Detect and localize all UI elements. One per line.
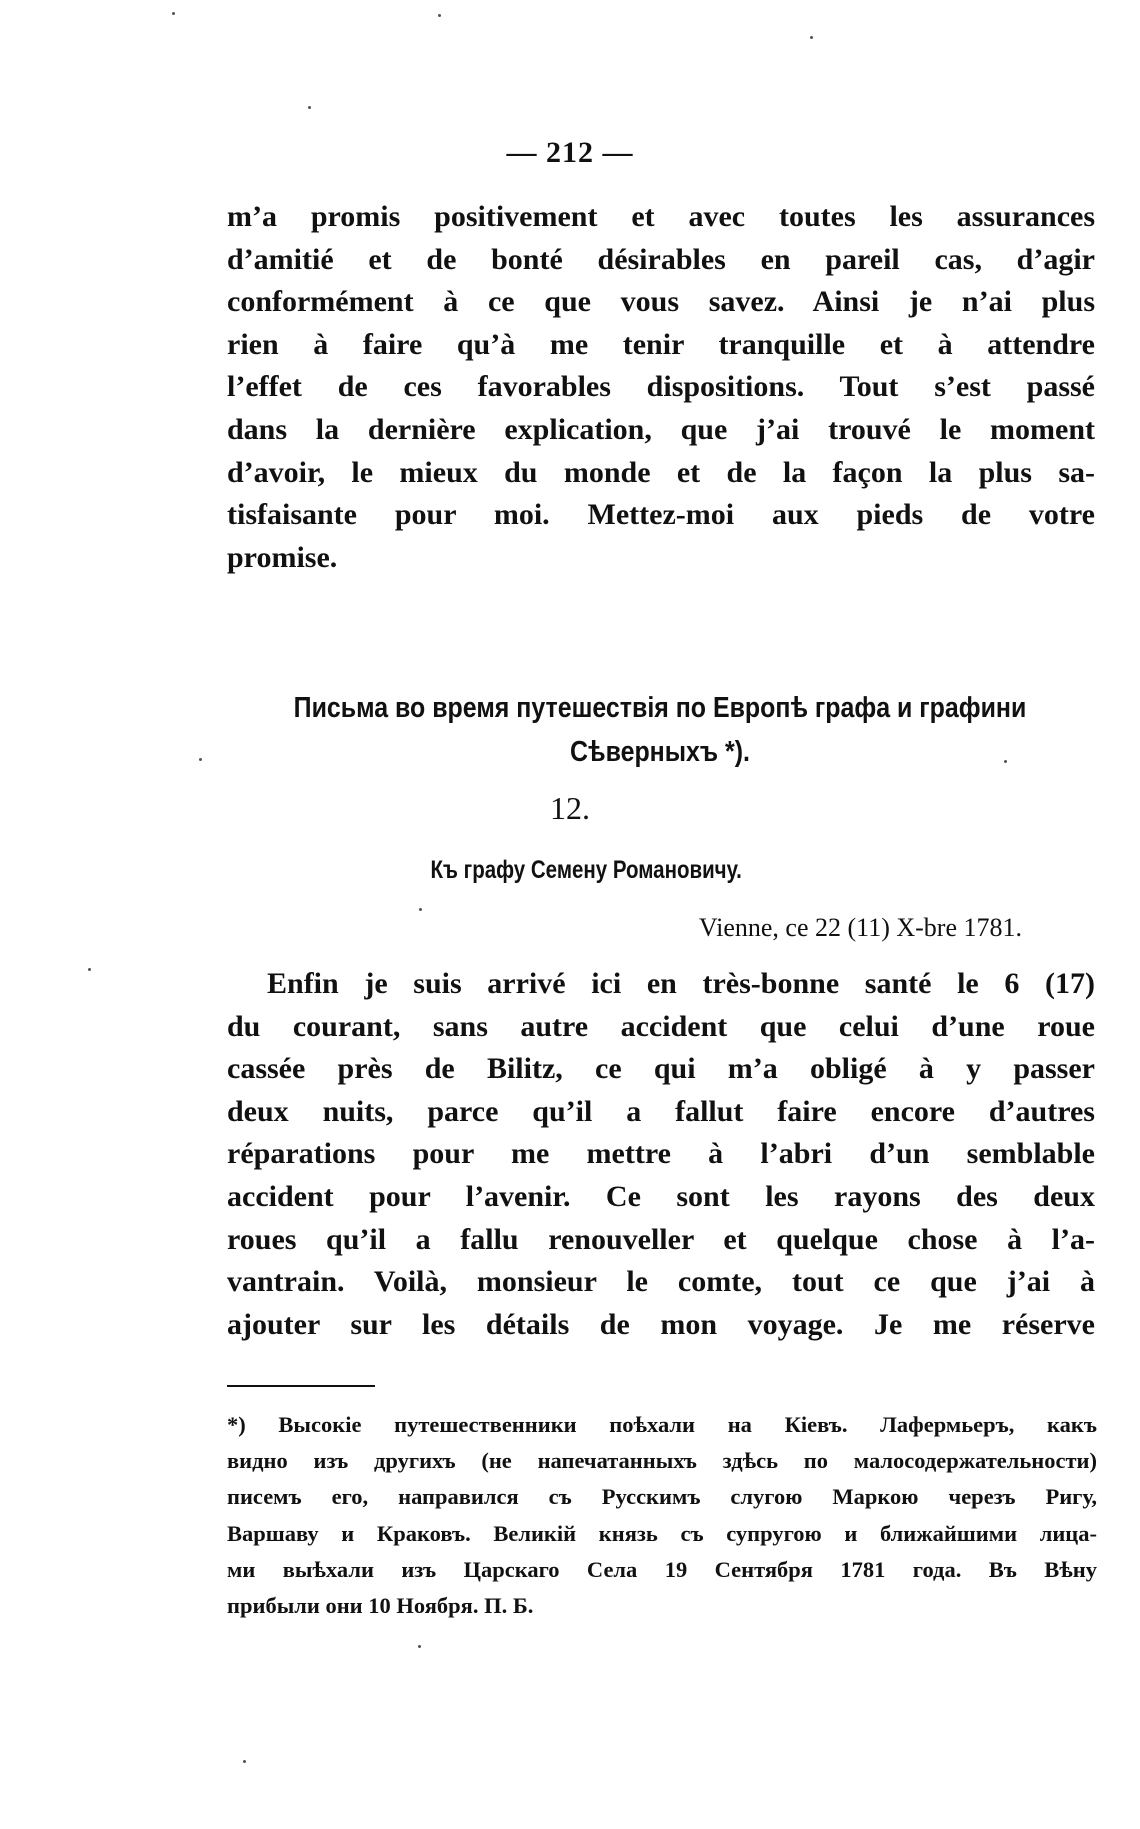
letter-addressee: Къ графу Семену Романовичу. [430,856,742,884]
scan-speck [418,1645,421,1648]
footnote-line: видно изъ другихъ (не напечатанныхъ здѣсь по малосодержательности) [227,1448,1097,1474]
paragraph-continued [227,196,1095,579]
text-line: réparations pour me mettre à l’abri d’un semblable [227,1137,1095,1171]
letter-number: 12. [550,790,590,826]
text-line: l’effet de ces favorables dispositions. Tout s’est passé [227,370,1095,404]
footnote-line: Варшаву и Краковъ. Великій князь съ супругою и ближайшими лица- [227,1520,1097,1546]
scan-speck [810,36,813,39]
scan-speck [1004,760,1007,763]
section-heading [264,686,1055,774]
text-line: roues qu’il a fallu renouveller et quelque chose à l’a- [227,1222,1095,1256]
scan-speck [308,106,311,109]
text-line: ajouter sur les détails de mon voyage. Je me réserve [227,1307,1095,1341]
footnote-line: *) Высокіе путешественники поѣхали на Кіевъ. Лафермьеръ, какъ [227,1412,1097,1437]
scan-speck [419,908,422,911]
text-line: du courant, sans autre accident que celui d’une roue [227,1009,1095,1043]
heading-line: Сѣверныхъ *). [570,736,750,768]
footnote [227,1407,1097,1624]
footnote-divider [227,1385,375,1387]
text-line: d’avoir, le mieux du monde et de la façon la plus sa- [227,455,1095,489]
scan-speck [199,758,202,761]
text-line: deux nuits, parce qu’il a fallut faire encore d’autres [227,1094,1095,1128]
scan-speck [88,968,91,971]
text-line: dans la dernière explication, que j’ai trouvé le moment [227,412,1095,446]
letter-body [227,963,1095,1346]
text-line: conformément à ce que vous savez. Ainsi je n’ai plus [227,285,1095,319]
text-line: d’amitié et de bonté désirables en pareil cas, d’agir [227,242,1095,276]
footnote-line: прибыли они 10 Ноября. П. Б. [227,1593,534,1619]
page-number: — 212 — [506,136,634,169]
scan-speck [243,1760,246,1763]
scan-speck [438,14,441,17]
footnote-line: писемъ его, направился съ Русскимъ слугою Маркою черезъ Ригу, [227,1484,1097,1510]
footnote-line: ми выѣхали изъ Царскаго Села 19 Сентября 1781 года. Въ Вѣну [227,1556,1097,1582]
text-line: tisfaisante pour moi. Mettez-moi aux pieds de votre [227,498,1095,532]
text-line: accident pour l’avenir. Ce sont les rayons des deux [227,1179,1095,1213]
text-line: promise. [227,540,338,574]
text-line: rien à faire qu’à me tenir tranquille et à attendre [227,327,1095,361]
letter-dateline: Vienne, ce 22 (11) X-bre 1781. [698,913,1022,942]
text-line: cassée près de Bilitz, ce qui m’a obligé à y passer [227,1052,1095,1086]
text-line: m’a promis positivement et avec toutes les assurances [227,200,1095,233]
heading-line: Письма во время путешествія по Европѣ графа и графини [293,692,1027,724]
text-line: vantrain. Voilà, monsieur le comte, tout ce que j’ai à [227,1265,1095,1299]
scan-speck [172,12,175,15]
text-line: Enfin je suis arrivé ici en très-bonne santé le 6 (17) [267,967,1095,1000]
